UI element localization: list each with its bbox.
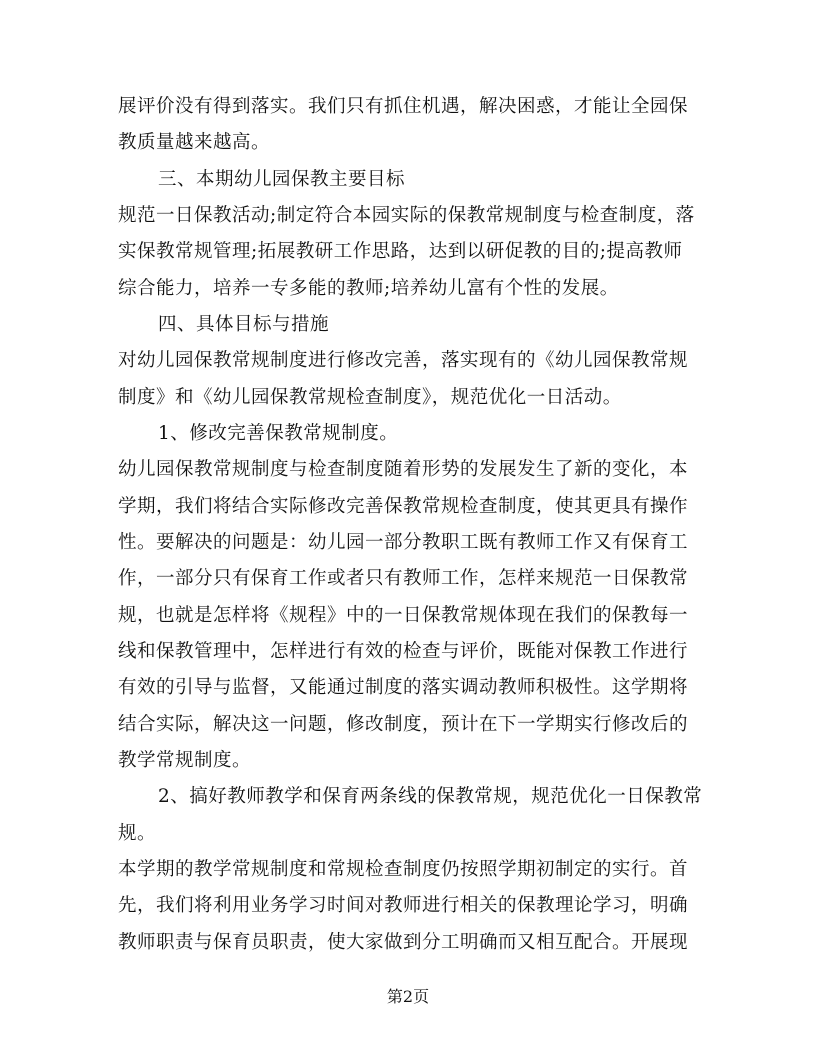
- paragraph-line: 线和保教管理中，怎样进行有效的检查与评价，既能对保教工作进行: [118, 641, 689, 662]
- paragraph-line: 对幼儿园保教常规制度进行修改完善，落实现有的《幼儿园保教常规: [118, 350, 689, 371]
- paragraph-line: 幼儿园保教常规制度与检查制度随着形势的发展发生了新的变化，本: [118, 459, 689, 480]
- paragraph-line: 性。要解决的问题是：幼儿园一部分教职工既有教师工作又有保育工: [118, 532, 689, 553]
- subsection-heading: 1、修改完善保教常规制度。: [158, 423, 399, 444]
- page-number: 第2页: [386, 987, 430, 1006]
- paragraph-line: 先，我们将利用业务学习时间对教师进行相关的保教理论学习，明确: [118, 895, 689, 916]
- paragraph-line: 规，也就是怎样将《规程》中的一日保教常规体现在我们的保教每一: [118, 605, 689, 626]
- paragraph-line: 实保教常规管理;拓展教研工作思路，达到以研促教的目的;提高教师: [118, 241, 683, 262]
- paragraph-line: 教质量越来越高。: [118, 132, 271, 153]
- paragraph-line: 展评价没有得到落实。我们只有抓住机遇，解决困惑，才能让全园保: [118, 96, 689, 117]
- paragraph-line: 综合能力，培养一专多能的教师;培养幼儿富有个性的发展。: [118, 278, 619, 299]
- subsection-heading: 2、搞好教师教学和保育两条线的保教常规，规范优化一日保教常: [158, 786, 703, 807]
- paragraph-line: 本学期的教学常规制度和常规检查制度仍按照学期初制定的实行。首: [118, 859, 689, 880]
- section-heading: 三、本期幼儿园保教主要目标: [158, 169, 406, 190]
- paragraph-line: 规范一日保教活动;制定符合本园实际的保教常规制度与检查制度，落: [118, 205, 695, 226]
- paragraph-line: 制度》和《幼儿园保教常规检查制度》，规范优化一日活动。: [118, 387, 622, 408]
- paragraph-line: 教学常规制度。: [118, 750, 252, 771]
- paragraph-line: 教师职责与保育员职责，使大家做到分工明确而又相互配合。开展现: [118, 932, 689, 953]
- paragraph-line: 规。: [118, 823, 157, 844]
- section-heading: 四、具体目标与措施: [158, 314, 330, 335]
- paragraph-line: 作，一部分只有保育工作或者只有教师工作，怎样来规范一日保教常: [118, 568, 689, 589]
- paragraph-line: 结合实际，解决这一问题，修改制度，预计在下一学期实行修改后的: [118, 714, 689, 735]
- paragraph-line: 学期，我们将结合实际修改完善保教常规检查制度，使其更具有操作: [118, 496, 689, 517]
- paragraph-line: 有效的引导与监督，又能通过制度的落实调动教师积极性。这学期将: [118, 677, 689, 698]
